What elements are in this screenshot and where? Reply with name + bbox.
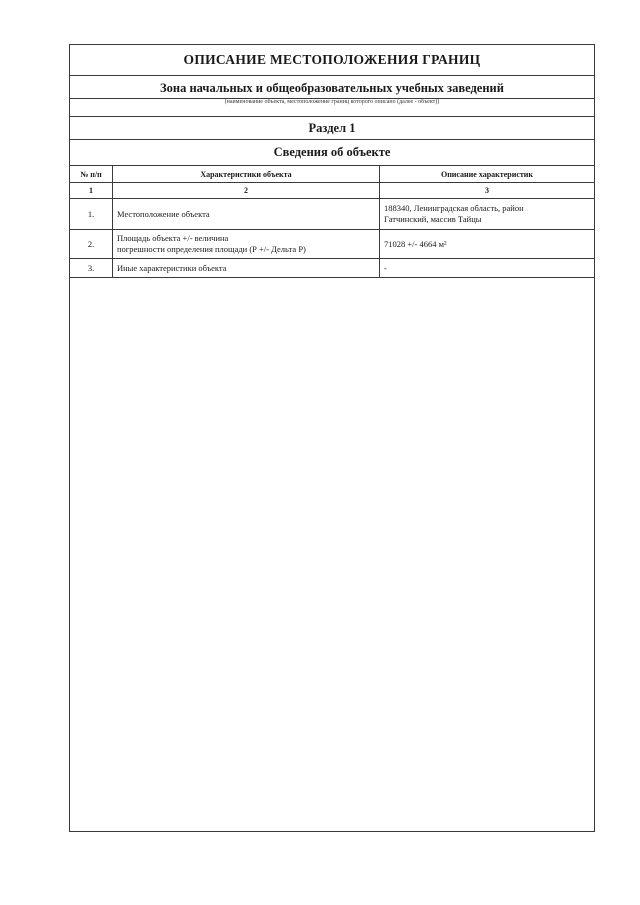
- object-note: (наименование объекта, местоположение границ которого описано (далее - объект)): [224, 99, 440, 105]
- row-characteristic: Местоположение объекта: [113, 199, 380, 230]
- document-title: ОПИСАНИЕ МЕСТОПОЛОЖЕНИЯ ГРАНИЦ: [183, 52, 481, 67]
- object-info-table: [69, 165, 595, 278]
- index-cell: 3: [380, 183, 595, 199]
- object-name: Зона начальных и общеобразовательных учебных заведений: [160, 81, 504, 95]
- row-characteristic: [113, 230, 380, 259]
- divider: [70, 116, 594, 117]
- row-num: 2.: [70, 230, 113, 259]
- header-characteristic: Характеристики объекта: [113, 166, 380, 183]
- row-description: 71028 +/- 4664 м²: [380, 230, 595, 259]
- table-row: [70, 259, 595, 278]
- section-title: Раздел 1: [308, 121, 356, 135]
- table-row: [70, 230, 595, 259]
- table-row: [70, 199, 595, 230]
- index-cell: 1: [70, 183, 113, 199]
- description-line: 188340, Ленинградская область, район: [384, 203, 524, 213]
- row-num: 1.: [70, 199, 113, 230]
- description-line: Гатчинский, массив Тайцы: [384, 214, 482, 224]
- table-header-row: [70, 166, 595, 183]
- section-subtitle: Сведения об объекте: [273, 145, 391, 159]
- characteristic-line: погрешности определения площади (Р +/- Дельта Р): [117, 244, 306, 254]
- row-description: -: [380, 259, 595, 278]
- header-num: № п/п: [70, 166, 113, 183]
- divider: [70, 75, 594, 76]
- index-cell: 2: [113, 183, 380, 199]
- characteristic-line: Площадь объекта +/- величина: [117, 233, 229, 243]
- row-num: 3.: [70, 259, 113, 278]
- row-description: [380, 199, 595, 230]
- row-characteristic: Иные характеристики объекта: [113, 259, 380, 278]
- divider: [70, 139, 594, 140]
- header-description: Описание характеристик: [380, 166, 595, 183]
- table-index-row: [70, 183, 595, 199]
- document-frame: [69, 44, 595, 832]
